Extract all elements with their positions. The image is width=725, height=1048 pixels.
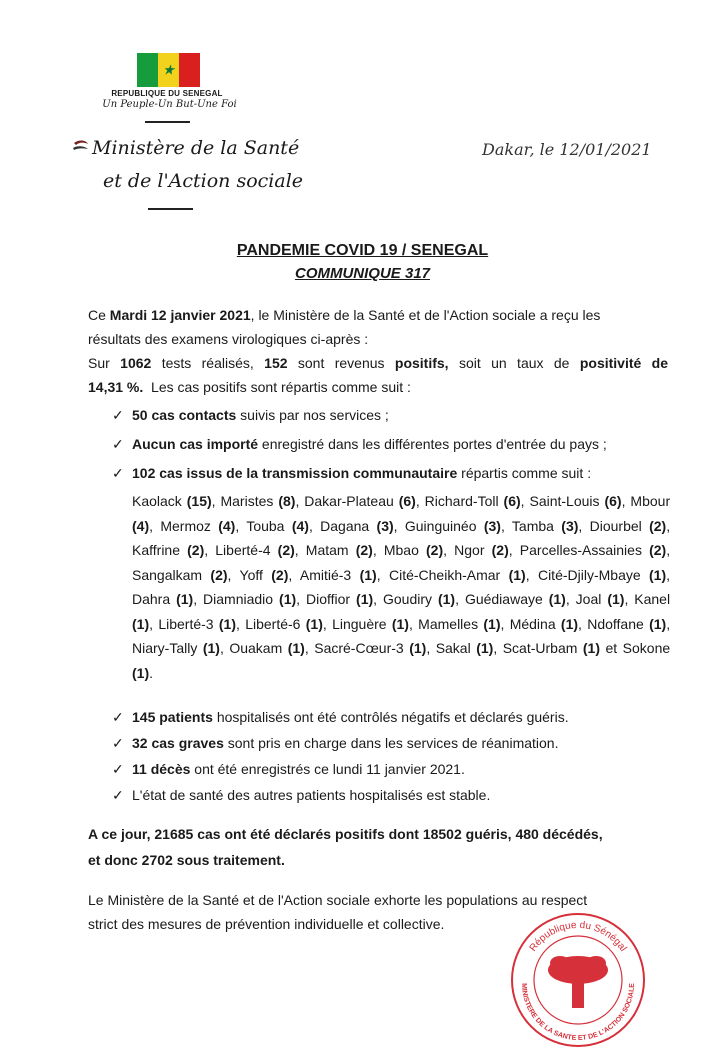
locality-entry: Cité-Djily-Mbaye (1),: [537, 566, 671, 583]
locality-entry: et Sokone (1).: [132, 640, 671, 681]
list-item: ✓ 102 cas issus de la transmission communautaire répartis comme suit :: [112, 461, 607, 490]
list-item: ✓ 50 cas contacts suivis par nos services ;: [112, 403, 607, 432]
baobab-tree-icon: [548, 956, 608, 1008]
national-motto: Un Peuple-Un But-Une Foi: [102, 99, 237, 110]
locality-entry: Sacré-Cœur-3 (1),: [314, 640, 436, 656]
locality-entry: Dahra (1),: [132, 591, 204, 607]
locality-entry: Amitié-3 (1),: [299, 566, 389, 583]
locality-entry: Ndoffane (1),: [587, 615, 671, 632]
locality-entry: Mbao (2),: [383, 542, 455, 558]
locality-entry: Joal (1),: [575, 591, 635, 607]
header-divider-top: [145, 121, 190, 123]
locality-entry: Mermoz (4),: [160, 517, 247, 534]
locality-entry: Diourbel (2),: [589, 517, 671, 534]
republic-name: REPUBLIQUE DU SENEGAL: [111, 89, 223, 98]
cases-breakdown-list: [112, 403, 607, 490]
locality-entry: Cité-Cheikh-Amar (1),: [388, 566, 538, 583]
stamp-text-top: République du Sénégal: [527, 919, 629, 954]
locality-entry: Sangalkam (2),: [132, 566, 240, 583]
locality-entry: Sakal (1),: [435, 640, 503, 656]
senegal-flag: [137, 53, 200, 87]
check-icon: ✓: [112, 436, 124, 452]
locality-entry: Guinguinéo (3),: [404, 517, 512, 534]
locality-entry: Saint-Louis (6),: [529, 493, 631, 509]
locality-entry: Goudiry (1),: [383, 591, 465, 607]
communique-number: COMMUNIQUE 317: [294, 265, 431, 282]
locality-entry: Dakar-Plateau (6),: [304, 493, 425, 509]
locality-entry: Parcelles-Assainies (2),: [519, 542, 671, 558]
locality-entry: Ouakam (1),: [229, 640, 315, 656]
check-icon: ✓: [112, 709, 124, 725]
stamp-text-bottom: MINISTERE DE LA SANTE ET DE L'ACTION SOCIALE: [519, 983, 637, 1043]
locality-entry: Liberté-3 (1),: [158, 615, 246, 632]
ministry-name-line2: et de l'Action sociale: [103, 170, 304, 192]
locality-entry: Yoff (2),: [239, 566, 300, 583]
locality-entry: Dioffior (1),: [306, 591, 383, 607]
locality-entry: Touba (4),: [246, 517, 321, 534]
header-divider-bottom: [148, 208, 193, 210]
locality-entry: Maristes (8),: [220, 493, 305, 509]
list-item: ✓ 11 décès ont été enregistrés ce lundi 11 janvier 2021.: [112, 757, 569, 783]
check-icon: ✓: [112, 735, 124, 751]
locality-entry: Scat-Urbam (1): [502, 640, 600, 656]
date-line: Dakar, le 12/01/2021: [482, 140, 652, 159]
locality-entry: Liberté-4 (2),: [215, 542, 306, 558]
check-icon: ✓: [112, 465, 124, 481]
document-title: PANDEMIE COVID 19 / SENEGAL: [236, 242, 489, 259]
intro-paragraph: Ce Mardi 12 janvier 2021, le Ministère de la Santé et de l'Action sociale a reçu les résultats des examens virologiques ci-après : Sur 1062 tests réalisés, 152 sont revenus positifs, soit un taux de positivité de 14,31 %. Les cas positifs sont répartis comme suit :: [88, 307, 669, 395]
locality-entry: Mbour (4),: [132, 493, 671, 534]
ministry-logo-icon: [71, 137, 91, 157]
list-item: ✓ 32 cas graves sont pris en charge dans les services de réanimation.: [112, 731, 569, 757]
locality-entry: Mamelles (1),: [418, 615, 510, 632]
locality-entry: Richard-Toll (6),: [424, 493, 530, 509]
check-icon: ✓: [112, 787, 124, 803]
locality-entry: Kaolack (15),: [132, 493, 221, 509]
locality-entry: Linguère (1),: [332, 615, 419, 632]
locality-entry: Tamba (3),: [511, 517, 590, 534]
closing-paragraph: Le Ministère de la Santé et de l'Action sociale exhorte les populations au respect strict des mesures de prévention individuelle et collective.: [88, 892, 588, 932]
list-item: ✓ L'état de santé des autres patients hospitalisés est stable.: [112, 783, 569, 809]
locality-entry: Liberté-6 (1),: [245, 615, 333, 632]
community-cases-by-locality: [132, 489, 670, 685]
list-item: ✓ Aucun cas importé enregistré dans les différentes portes d'entrée du pays ;: [112, 432, 607, 461]
flag-yellow-band: [158, 53, 179, 87]
locality-entry: Dagana (3),: [320, 517, 405, 534]
locality-entry: Niary-Tally (1),: [132, 640, 230, 656]
flag-green-band: [137, 53, 158, 87]
flag-red-band: [179, 53, 200, 87]
official-stamp: [508, 908, 648, 1048]
locality-entry: Diamniadio (1),: [203, 591, 306, 607]
list-item: ✓ 145 patients hospitalisés ont été contrôlés négatifs et déclarés guéris.: [112, 705, 569, 731]
locality-entry: Ngor (2),: [454, 542, 520, 558]
locality-entry: Matam (2),: [305, 542, 384, 558]
locality-entry: Médina (1),: [509, 615, 588, 632]
star-icon: ★: [162, 61, 175, 78]
locality-entry: Kaffrine (2),: [132, 542, 216, 558]
ministry-name-line1: Ministère de la Santé: [92, 137, 300, 159]
patients-status-list: [112, 705, 569, 809]
cumulative-summary: A ce jour, 21685 cas ont été déclarés positifs dont 18502 guéris, 480 décédés, et donc 2702 sous traitement.: [88, 826, 603, 868]
locality-entry: Kanel (1),: [132, 591, 671, 632]
check-icon: ✓: [112, 761, 124, 777]
check-icon: ✓: [112, 407, 124, 423]
locality-entry: Guédiawaye (1),: [464, 591, 576, 607]
